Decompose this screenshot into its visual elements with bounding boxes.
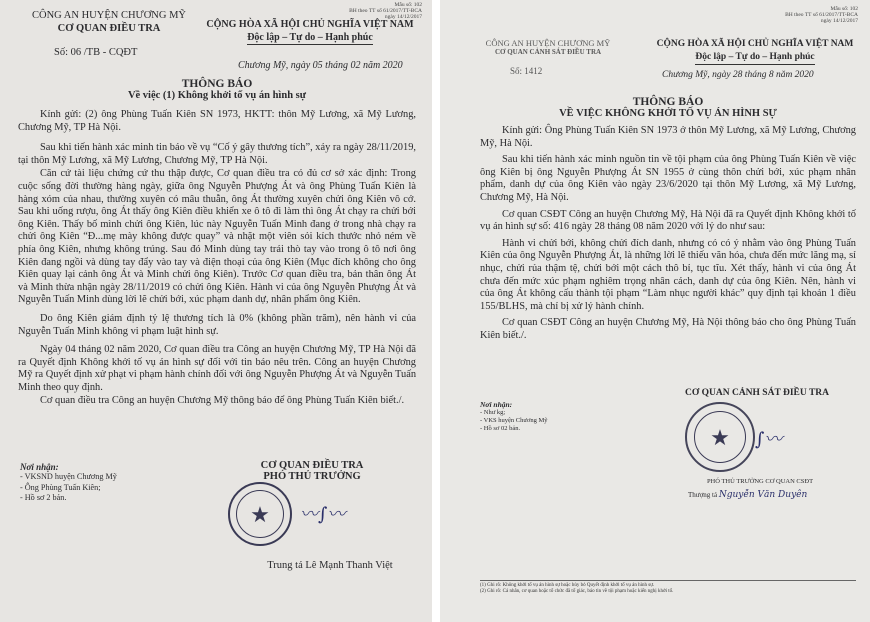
signature-mark-icon: ∫〰 [755, 429, 783, 450]
recipient-item: - VKSND huyện Chương Mỹ [20, 472, 117, 481]
form-note: Mẫu số: 102 BH theo TT số 61/2017/TT-BCA ngày 14/12/2017 [785, 6, 858, 24]
signer-line: Thượng tá Nguyễn Văn Duyên [688, 490, 808, 500]
signer-name: Trung tá Lê Mạnh Thanh Việt [267, 560, 393, 571]
recipients-block: Nơi nhận: - VKSND huyện Chương Mỹ - Ông Phùng Tuấn Kiên; - Hồ sơ 2 bản. [20, 462, 210, 504]
paragraph: Ngày 04 tháng 02 năm 2020, Cơ quan điều tra Công an huyện Chương Mỹ, TP Hà Nội đã ra Quyết định Không khởi tố vụ án hình sự đối với tin báo nêu trên. Công an huyện Chương Mỹ ra Quyết định xử phạt vi phạm hành chính đối với ông Nguyễn Phượng Át và Nguyễn Tuấn Minh theo quy định. [18, 344, 417, 393]
paragraph: Cơ quan CSĐT Công an huyện Chương Mỹ, Hà Nội thông báo cho ông Phùng Tuấn Kiên biết./. [480, 317, 856, 341]
place-date: Chương Mỹ, ngày 28 tháng 8 năm 2020 [662, 70, 814, 80]
place-date: Chương Mỹ, ngày 05 tháng 02 năm 2020 [238, 60, 403, 71]
recipient-item: - VKS huyện Chương Mỹ [480, 417, 548, 424]
paragraph: Cơ quan CSĐT Công an huyện Chương Mỹ, Hà Nội đã ra Quyết định Không khởi tố vụ án hình sự số: 416 ngày 28 tháng 08 năm 2020 với lý do như sau: [480, 208, 856, 233]
notice-body [480, 96, 856, 344]
subject-line: VỀ VIỆC KHÔNG KHỞI TỐ VỤ ÁN HÌNH SỰ [559, 108, 777, 119]
recipient-item: - Ông Phùng Tuấn Kiên; [20, 482, 101, 492]
national-header: CỘNG HÒA XÃ HỘI CHỦ NGHĨA VIỆT NAM Độc lập – Tự do – Hạnh phúc [206, 19, 414, 43]
addressee: Kính gửi: (2) ông Phùng Tuấn Kiên SN 1973, HKTT: thôn Mỹ Lương, xã Mỹ Lương, Chương Mỹ, TP Hà Nội. [18, 109, 416, 133]
footnote: (2) Ghi rõ: Cá nhân, cơ quan hoặc tổ chức đã tố giác, báo tin về tội phạm hoặc kiến nghị khởi tố. [480, 589, 674, 594]
footnote: (1) Ghi rõ: Không khởi tố vụ án hình sự hoặc hủy bỏ Quyết định khởi tố vụ án hình sự. [480, 583, 655, 588]
official-seal-icon [685, 402, 755, 472]
paragraph: Cơ quan điều tra Công an huyện Chương Mỹ thông báo để ông Phùng Tuấn Kiên biết./. [40, 395, 405, 407]
document-page-left [0, 0, 432, 622]
addressee: Kính gửi: Ông Phùng Tuấn Kiên SN 1973 ở thôn Mỹ Lương, xã Mỹ Lương, Chương Mỹ, Hà Nội. [480, 125, 856, 149]
paragraph: Do ông Kiên giám định tỷ lệ thương tích là 0% (không phần trăm), nên hành vi của Nguyễn Tuấn Minh không vi phạm luật hình sự. [18, 312, 416, 337]
signature-block: CƠ QUAN CẢNH SÁT ĐIỀU TRA [684, 388, 830, 398]
national-header: CỘNG HÒA XÃ HỘI CHỦ NGHĨA VIỆT NAM Độc lập – Tự do – Hạnh phúc [645, 38, 865, 65]
page-title: THÔNG BÁO [181, 78, 253, 90]
recipient-item: - Hồ sơ 2 bản. [20, 493, 67, 502]
paragraph: Hành vi chửi bới, không chửi đích danh, nhưng có có ý nhằm vào ông Phùng Tuấn Kiên của ông Nguyễn Phượng Át, là những lời lẽ thiếu văn hóa, chưa đến mức lăng mạ, sỉ nhục, chửi rủa thậm tệ, chửi bới một cách thô bỉ, tục tĩu. Xét thấy, hành vi của ông Át chưa đến mức xúc phạm nghiêm trọng nhân cách, danh dự của ông Kiên. Nên, hành vi của ông Át không cấu thành tội phạm “Làm nhục người khác” quy định tại khoản 1 điều 155/BLHS, mà chỉ bị xử lý hành chính. [480, 237, 856, 312]
page-title: THÔNG BÁO [632, 96, 704, 108]
doc-number: Số: 06 /TB - CQĐT [54, 47, 138, 58]
form-note: Mẫu số: 102 BH theo TT số 61/2017/TT-BCA ngày 14/12/2017 [349, 2, 422, 20]
signature-block: CƠ QUAN ĐIỀU TRA PHÓ THỦ TRƯỞNG [260, 460, 364, 482]
star-icon: ★ [710, 425, 730, 450]
signature-mark-icon: 〰∫〰 [300, 504, 346, 525]
star-icon: ★ [250, 502, 270, 527]
document-page-right [440, 0, 870, 622]
doc-number: Số: 1412 [510, 66, 543, 76]
agency-header: CÔNG AN HUYỆN CHƯƠNG MỸ CƠ QUAN CẢNH SÁT ĐIỀU TRA [485, 38, 611, 56]
recipient-item: - Hồ sơ 02 bản. [480, 425, 521, 432]
recipients-block: Nơi nhận: - Như kg; - VKS huyện Chương Mỹ - Hồ sơ 02 bản. [480, 400, 630, 433]
official-seal-icon [228, 482, 292, 546]
notice-body [18, 78, 416, 409]
paragraph: Sau khi tiến hành xác minh tin báo về vụ “Cố ý gây thương tích”, xảy ra ngày 28/11/2019, tại thôn Mỹ Lương, xã Mỹ Lương, Chương Mỹ, TP Hà Nội. [18, 142, 416, 166]
signer-role: PHÓ THỦ TRƯỞNG CƠ QUAN CSĐT [706, 478, 814, 485]
agency-header: CÔNG AN HUYỆN CHƯƠNG MỸ CƠ QUAN ĐIỀU TRA [32, 10, 186, 34]
recipient-item: - Như kg; [480, 409, 506, 416]
page-gap [432, 0, 440, 622]
paragraph: Căn cứ tài liệu chứng cứ thu thập được, Cơ quan điều tra có đủ cơ sở xác định: Trong cuộc sống đời thường hàng ngày, giữa ông Nguyễn Phượng Át và ông Phùng Tuấn Kiên là hàng xóm của nhau, thường xuyên có mâu thuẫn, ông Át thường xuyên chửi ông Kiên vô cớ. Sau khi uống rượu, ông Át thấy ông Kiên điều khiển xe ô tô đi làm thì ông Át chạy ra chửi bới ông Kiên. Thấy bố mình chửi ông Kiên, lúc này Nguyễn Tuấn Minh đang ở trong nhà chạy ra chửi ông Kiên “Đ...mẹ mày không được quay” và nhặt một viên sỏi kích thước nhỏ ném về phía ông Kiên, nhưng không trúng. Sau đó Minh dùng tay trái thò tay vào trong ô tô nơi ông Kiên đang ngồi và dùng tay đẩy vào tay và điện thoại của ông Kiên (Mục đích không cho ông Kiên quay lại cảnh ông Át và Minh chửi ông Kiên). Trước Cơ quan điều tra, bản thân ông Át và Minh thừa nhận ngày 28/11/2019 có chửi ông Kiên. Hành vi của ông Nguyễn Phượng Át và Nguyễn Tuấn Minh dùng lời lẽ chửi bới, xúc phạm danh dự, nhân phẩm ông Kiên. [18, 168, 416, 306]
footnotes [480, 580, 856, 595]
paragraph: Sau khi tiến hành xác minh nguồn tin về tội phạm của ông Phùng Tuấn Kiên về việc ông Kiên bị ông Nguyễn Phượng Át SN 1955 ở cùng thôn chửi bới, xúc phạm nhân phẩm, danh dự của ông Kiên vào ngày 23/6/2020 tại thôn Mỹ Lương, xã Mỹ Lương, Chương Mỹ, Hà Nội. [480, 154, 856, 203]
subject-line: Về việc (1) Không khởi tố vụ án hình sự [127, 90, 307, 101]
